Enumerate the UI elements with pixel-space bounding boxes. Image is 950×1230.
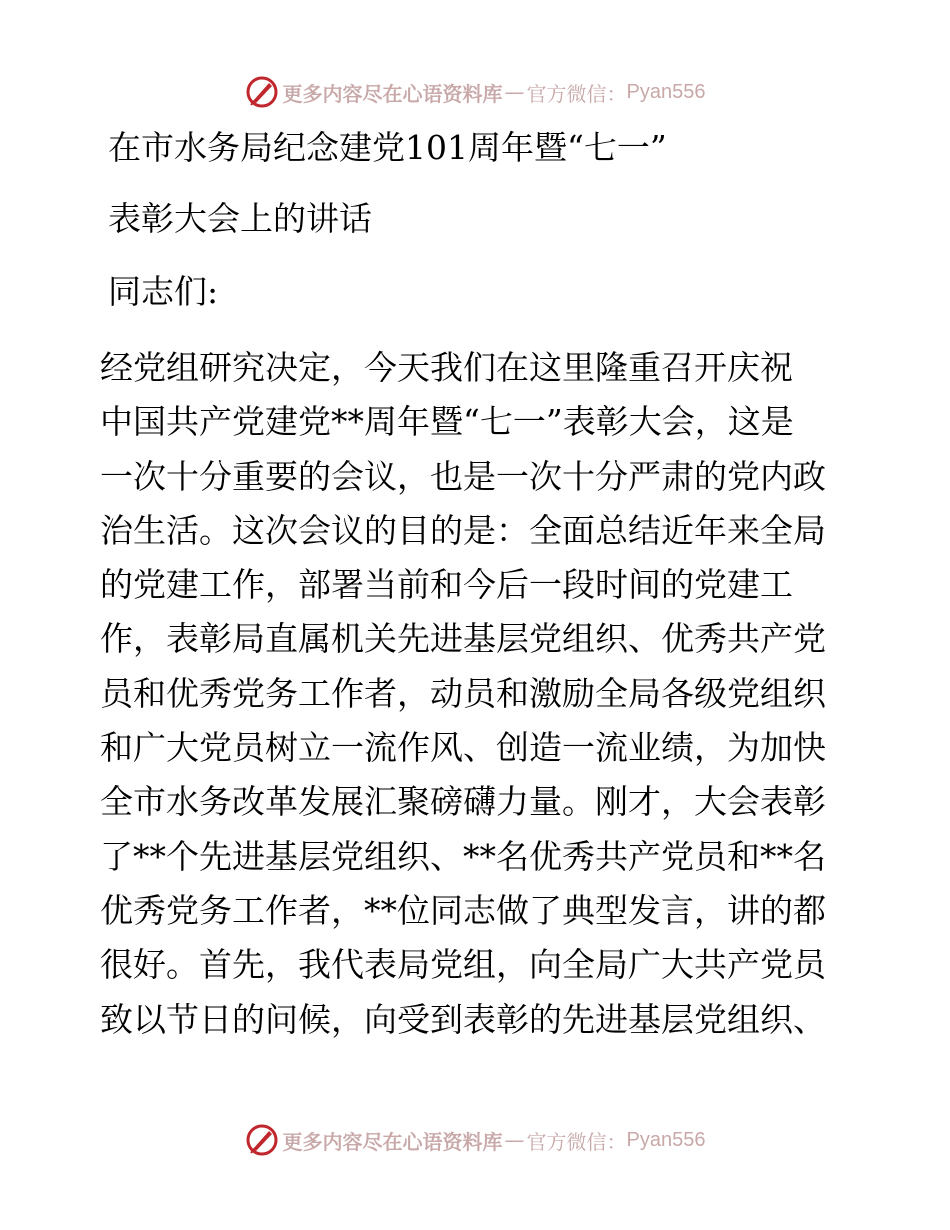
body-line: 很好。首先，我代表局党组，向全局广大共产党员 <box>100 945 826 985</box>
document-title-line-2: 表彰大会上的讲话 <box>108 199 372 238</box>
body-line: 全市水务改革发展汇聚磅礴力量。刚才，大会表彰 <box>100 782 826 822</box>
quill-logo-icon <box>245 1123 279 1157</box>
body-line: 治生活。这次会议的目的是：全面总结近年来全局 <box>100 510 826 550</box>
body-line: 经党组研究决定，今天我们在这里隆重召开庆祝 <box>100 348 793 387</box>
brand-text: 更多内容尽在心语资料库 <box>282 1129 503 1154</box>
official-wechat-label: 官方微信： <box>526 1129 627 1154</box>
quill-logo-icon <box>245 75 279 109</box>
body-line: 中国共产党建党**周年暨“七一”表彰大会，这是 <box>100 402 794 442</box>
official-wechat-label: 官方微信： <box>526 81 627 106</box>
body-line: 作，表彰局直属机关先进基层党组织、优秀共产党 <box>100 619 826 659</box>
wechat-id: Pyan556 <box>626 80 706 103</box>
wechat-id: Pyan556 <box>626 1128 706 1151</box>
document-body <box>100 348 850 1054</box>
salutation: 同志们: <box>108 272 219 311</box>
header-banner <box>0 72 950 112</box>
body-line: 致以节日的问候，向受到表彰的先进基层党组织、 <box>100 999 826 1039</box>
body-line: 和广大党员树立一流作风、创造一流业绩，为加快 <box>100 728 826 768</box>
body-line: 一次十分重要的会议，也是一次十分严肃的党内政 <box>100 456 826 496</box>
body-line: 的党建工作，部署当前和今后一段时间的党建工 <box>100 565 793 605</box>
body-line: 了**个先进基层党组织、**名优秀共产党员和**名 <box>100 836 826 876</box>
footer-banner <box>0 1120 950 1160</box>
body-line: 员和优秀党务工作者，动员和激励全局各级党组织 <box>100 673 826 713</box>
brand-text: 更多内容尽在心语资料库 <box>282 81 503 106</box>
banner-separator: — <box>504 1128 525 1152</box>
document-title-line-1: 在市水务局纪念建党101周年暨“七一” <box>108 128 667 167</box>
banner-separator: — <box>504 80 525 104</box>
body-line: 优秀党务工作者，**位同志做了典型发言，讲的都 <box>100 890 826 930</box>
